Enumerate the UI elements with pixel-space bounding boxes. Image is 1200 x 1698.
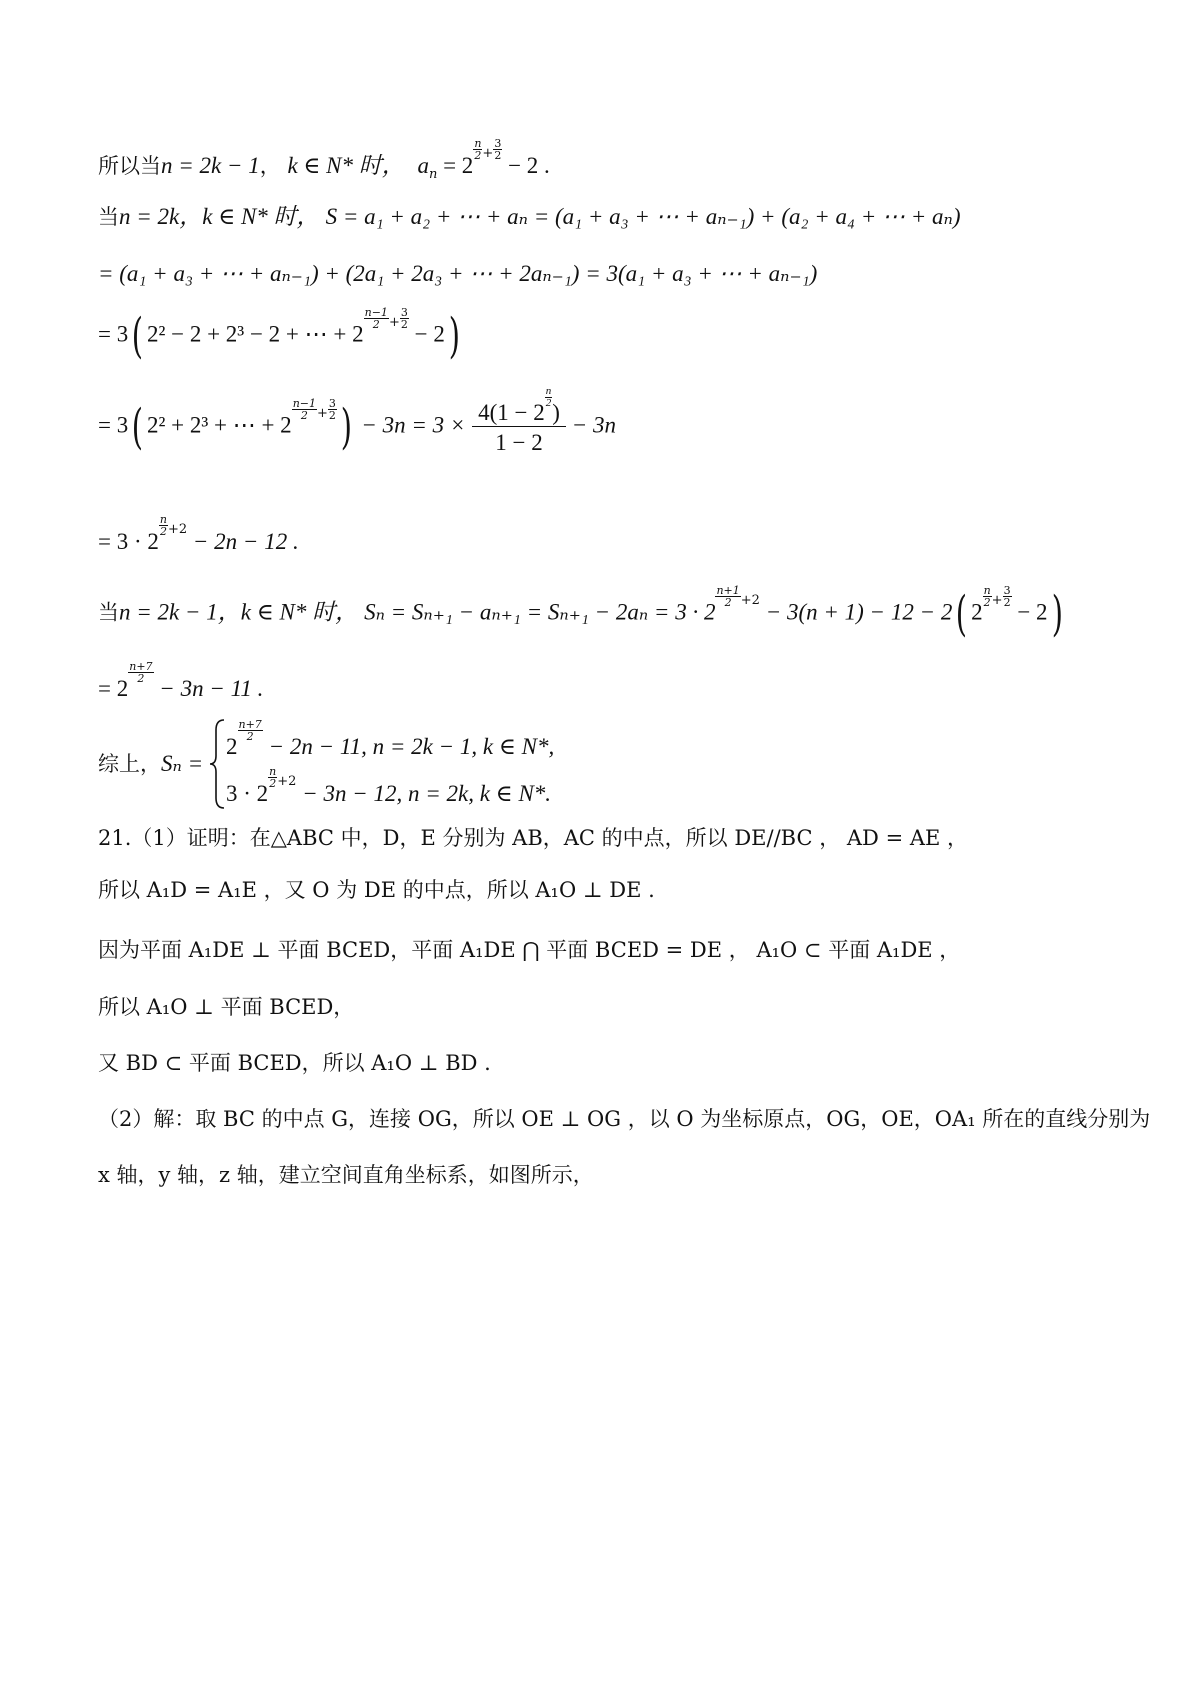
math: n = 2k − 1 (119, 599, 218, 625)
exp-frac: $\frac{n}{2}$ (269, 765, 277, 790)
math: − 3n = 3 × (355, 412, 466, 438)
p21-line-2 (98, 880, 655, 901)
exp: + (388, 314, 400, 330)
math: Sₙ = Sₙ₊₁ − aₙ₊₁ = Sₙ₊₁ − 2aₙ = 3 · 2 (364, 599, 716, 625)
line-sum-regroup (98, 262, 817, 285)
math: ，k ∈ N* 时， (179, 204, 320, 229)
paren: ) (552, 400, 560, 425)
math: = 3 (98, 321, 129, 347)
math: − 2 (408, 321, 445, 347)
math: 2 (226, 734, 238, 759)
exp-frac: $\frac{n}{2}$ (159, 513, 167, 538)
p21-line-7 (98, 1165, 594, 1186)
math: = 3 (98, 412, 129, 438)
exp: + (317, 405, 328, 421)
exp-frac: $\frac{3}{2}$ (1003, 583, 1011, 609)
left-brace-icon (208, 718, 226, 810)
text: 所以当 (98, 154, 161, 178)
math: n = 2k − 1 (161, 153, 260, 178)
math: a (417, 153, 429, 178)
case-odd (226, 718, 555, 760)
math: 2² − 2 + 2³ − 2 + ⋯ + 2 (146, 321, 364, 347)
exp-frac: $\frac{3}{2}$ (328, 396, 336, 422)
exp-frac: $\frac{n}{2}$ (983, 583, 991, 609)
p21-line-6 (98, 1109, 1150, 1130)
text: 所以 A₁O ⊥ 平面 BCED， (98, 995, 355, 1019)
text: （2）解：取 BC 的中点 G，连接 OG，所以 OE ⊥ OG ，以 O 为坐标原点，OG，OE，OA₁ 所在的直线分别为 (98, 1107, 1151, 1131)
math: − 2n − 11, n = 2k − 1, k ∈ N*, (262, 734, 555, 759)
paren: ) (1051, 586, 1063, 642)
exp-frac: $\frac{n}{2}$ (545, 385, 552, 409)
exp-frac: $\frac{n}{2}$ (474, 137, 482, 162)
line-sum-expand (98, 305, 464, 364)
math: − 2n − 12 . (187, 529, 299, 554)
math: − 2 (1011, 599, 1048, 625)
math: ，k ∈ N* 时， (217, 599, 359, 625)
exp-frac: $\frac{n+1}{2}$ (716, 583, 740, 609)
text: 综上， (98, 752, 161, 776)
text: 当 (98, 600, 119, 625)
case-even (226, 765, 552, 807)
exp: + (991, 592, 1003, 608)
exp-frac: $\frac{n-1}{2}$ (292, 396, 316, 422)
exp: +2 (277, 774, 297, 789)
line-summary (98, 752, 203, 775)
math: 2² + 2³ + ⋯ + 2 (146, 412, 292, 438)
text: 因为平面 A₁DE ⊥ 平面 BCED，平面 A₁DE ⋂ 平面 BCED = DE ， A₁O ⊂ 平面 A₁DE ， (98, 938, 961, 962)
sub: n (428, 167, 438, 182)
line-even-result (98, 513, 299, 554)
math: = 2 (437, 153, 474, 178)
text: x 轴，y 轴，z 轴，建立空间直角坐标系，如图所示， (98, 1163, 594, 1187)
math: k ∈ N* 时， (287, 153, 405, 178)
math: − 2 . (502, 153, 550, 178)
numerator: 4(1 − 2 (478, 400, 545, 425)
exp: +2 (740, 592, 760, 608)
line-geometric (98, 385, 616, 455)
line-odd-result (98, 660, 264, 701)
exp-frac: $\frac{3}{2}$ (494, 137, 502, 162)
fraction (472, 385, 566, 455)
math: Sₙ = (161, 751, 204, 776)
exp-frac: $\frac{n+7}{2}$ (238, 718, 262, 743)
exp: +2 (167, 522, 188, 537)
line-sn-even (98, 205, 961, 228)
math: = 3 · 2 (98, 529, 159, 554)
math: S = a₁ + a₂ + ⋯ + aₙ = (a₁ + a₃ + ⋯ + aₙ₋₁) + (a₂ + a₄ + ⋯ + aₙ) (325, 204, 961, 229)
p21-line-1 (98, 828, 968, 849)
math: 2 (971, 599, 983, 625)
exp: + (482, 146, 494, 161)
math: 3 · 2 (226, 781, 269, 806)
p21-line-5 (98, 1053, 491, 1074)
paren: ) (448, 308, 460, 364)
line-sn-odd (98, 583, 1066, 642)
text: 21.（1）证明：在△ABC 中，D，E 分别为 AB，AC 的中点，所以 DE//BC ， AD = AE ， (98, 826, 969, 850)
math: − 3(n + 1) − 12 − 2 (759, 599, 953, 625)
math: − 3n − 12, n = 2k, k ∈ N*. (296, 781, 552, 806)
text: 所以 A₁D = A₁E ，又 O 为 DE 的中点，所以 A₁O ⊥ DE . (98, 878, 655, 902)
denominator: 1 − 2 (495, 430, 543, 455)
text: 当 (98, 205, 119, 229)
paren: ( (131, 399, 144, 455)
exp-frac: $\frac{n+7}{2}$ (129, 660, 153, 685)
paren: ) (340, 399, 352, 455)
line-an-odd: 所以当n = 2k − 1， k ∈ N* 时， $a_n = 2$ $\frac{n}{2}$ + $\frac{3}{2}$ − 2 . (98, 137, 550, 182)
exp-frac: $\frac{3}{2}$ (400, 305, 408, 331)
math: − 3n (565, 412, 616, 438)
p21-line-3 (98, 940, 960, 961)
math: − 3n − 11 . (153, 676, 264, 701)
p21-line-4 (98, 997, 354, 1018)
paren: ( (956, 586, 968, 642)
math: = (a₁ + a₃ + ⋯ + aₙ₋₁) + (2a₁ + 2a₃ + ⋯ + 2aₙ₋₁) = 3(a₁ + a₃ + ⋯ + aₙ₋₁) (98, 261, 818, 286)
math: n = 2k (119, 204, 180, 229)
math: = 2 (98, 676, 129, 701)
paren: ( (131, 308, 144, 364)
exp-frac: $\frac{n-1}{2}$ (364, 305, 388, 331)
text: 又 BD ⊂ 平面 BCED，所以 A₁O ⊥ BD . (98, 1051, 491, 1075)
